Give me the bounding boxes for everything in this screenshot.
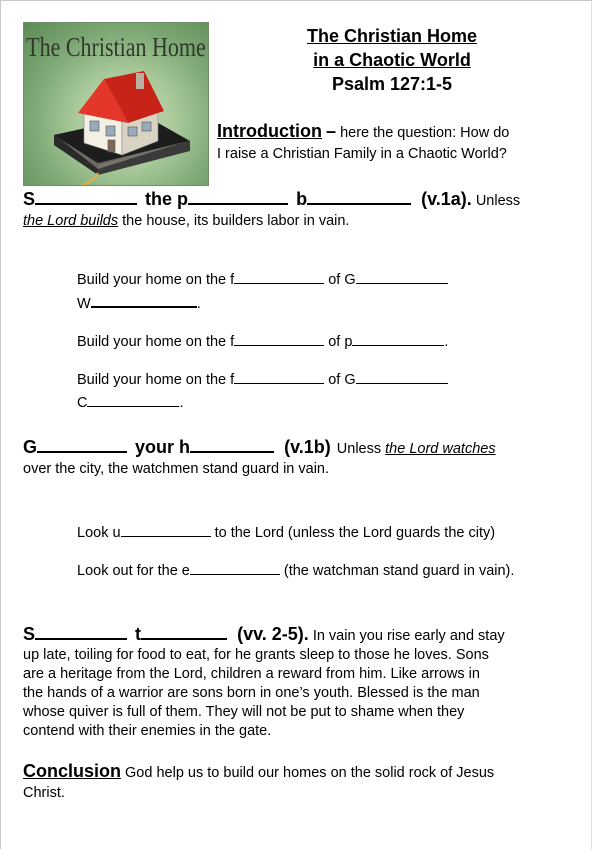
section3-ref: (vv. 2-5).	[237, 624, 309, 644]
intro-line2: I raise a Christian Family in a Chaotic World?	[217, 146, 507, 162]
section1-item2	[77, 331, 448, 352]
section2-lead: Unless	[336, 441, 382, 457]
section1-italic: the Lord builds	[23, 213, 119, 229]
item-text: to the Lord (unless the Lord guards the city)	[214, 525, 496, 541]
intro-heading: Introduction	[217, 121, 322, 141]
section2-item2	[77, 560, 514, 581]
section3-para-line3: the hands of a warrior are sons born in one’s youth. Blessed is the man	[23, 685, 480, 701]
conclusion-line1	[23, 762, 494, 783]
section3-heading-line	[23, 624, 505, 646]
section1-blank-1	[35, 189, 137, 205]
section1-blank-3	[307, 189, 411, 205]
fill-blank	[190, 560, 280, 575]
page-title-line1: The Christian Home	[306, 26, 478, 46]
section3-para-line2: are a heritage from the Lord, children a reward from him. Like arrows in	[23, 666, 480, 682]
intro-text-1: here the question: How do	[340, 125, 510, 141]
item-text: Build your home on the f	[77, 334, 235, 350]
fill-blank	[91, 292, 197, 308]
section1-item3-cont	[77, 392, 184, 413]
fill-blank	[234, 269, 324, 284]
item-text: W	[77, 296, 91, 312]
item-text: of G	[328, 272, 356, 288]
house-on-bible-icon	[24, 23, 208, 185]
page-title-line2: in a Chaotic World	[313, 50, 471, 70]
section1-s: S	[23, 189, 36, 209]
fill-blank	[121, 522, 211, 537]
section1-b: b	[296, 189, 308, 209]
section1-item1	[77, 269, 448, 290]
section3-blank-2	[141, 624, 227, 640]
logo-title: The Christian Home	[26, 31, 206, 63]
item-end: .	[444, 334, 449, 350]
section1-ref: (v.1a).	[421, 189, 472, 209]
item-text: (the watchman stand guard in vain).	[283, 563, 515, 579]
section1-line2	[23, 212, 349, 231]
item-text: of G	[328, 372, 356, 388]
section3-para-line1: up late, toiling for food to eat, for he grants sleep to those he loves. Sons	[23, 647, 489, 663]
fill-blank	[234, 369, 324, 384]
intro-line1	[217, 122, 509, 143]
fill-blank	[356, 369, 448, 384]
conclusion-line2: Christ.	[23, 785, 65, 801]
section2-line2: over the city, the watchmen stand guard in vain.	[23, 461, 330, 477]
item-end: .	[179, 395, 184, 411]
item-text: Build your home on the f	[77, 372, 235, 388]
section3-line1: In vain you rise early and stay	[312, 628, 505, 644]
section1-heading-line	[23, 189, 520, 211]
section3-blank-1	[35, 624, 127, 640]
page-title-reference: Psalm 127:1-5	[331, 74, 453, 94]
logo-image	[23, 22, 209, 186]
section2-h: your h	[135, 437, 191, 457]
fill-blank	[352, 331, 444, 346]
item-text: Look u	[77, 525, 121, 541]
section1-rest: the house, its builders labor in vain.	[122, 213, 350, 229]
section1-item3	[77, 369, 448, 390]
section3-para-line5: contend with their enemies in the gate.	[23, 723, 272, 739]
section2-ref: (v.1b)	[284, 437, 331, 457]
section2-italic: the Lord watches	[385, 441, 496, 457]
section2-heading-line	[23, 437, 496, 459]
section1-lead: Unless	[475, 193, 521, 209]
item-text: of p	[328, 334, 353, 350]
item-text: C	[77, 395, 88, 411]
section1-blank-2	[188, 189, 288, 205]
section3-para-line4: whose quiver is full of them. They will not be put to shame when they	[23, 704, 465, 720]
conclusion-text-1: God help us to build our homes on the solid rock of Jesus	[125, 765, 495, 781]
section1-p: the p	[145, 189, 189, 209]
fill-blank	[356, 269, 448, 284]
section1-item1-cont	[77, 292, 201, 314]
section3-s: S	[23, 624, 36, 644]
intro-dash: –	[326, 121, 337, 141]
item-text: Look out for the e	[77, 563, 190, 579]
item-end: .	[196, 296, 201, 312]
conclusion-heading: Conclusion	[23, 761, 121, 781]
section2-item1	[77, 522, 495, 543]
fill-blank	[234, 331, 324, 346]
section2-blank-1	[37, 437, 127, 453]
item-text: Build your home on the f	[77, 272, 235, 288]
fill-blank	[87, 392, 179, 407]
section3-t: t	[135, 624, 142, 644]
section2-blank-2	[190, 437, 274, 453]
section2-g: G	[23, 437, 38, 457]
